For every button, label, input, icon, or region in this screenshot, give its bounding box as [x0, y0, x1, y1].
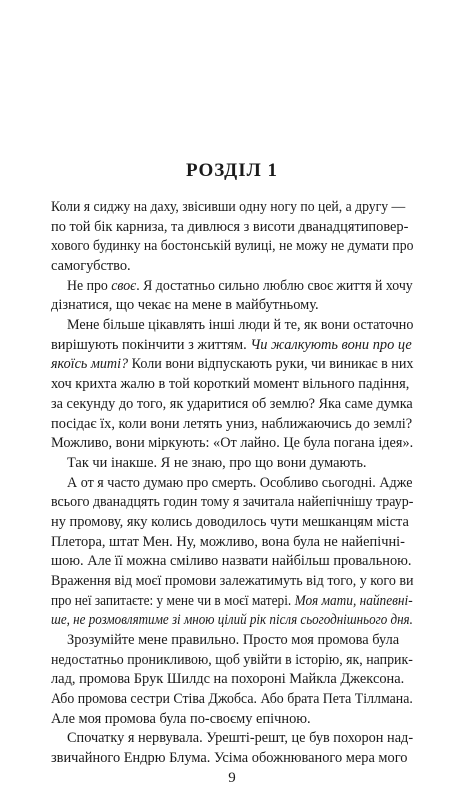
text-line: лад, промова Брук Шилдс на похороні Майкла Джексона. [51, 671, 405, 688]
text-line: самогубство. [51, 258, 131, 274]
text-line: Або промова сестри Стіва Джобса. Або брата Пета Тіллмана. [51, 691, 413, 707]
text-line: дізнатися, що чекає на мене в майбутньому. [51, 297, 319, 314]
text-line: Спочатку я нервувала. Урешті-решт, це був похорон над- [67, 730, 414, 747]
text-line: Коли я сиджу на даху, звісивши одну ногу по цей, а другу — [51, 199, 406, 215]
text-line: А от я часто думаю про смерть. Особливо сьогодні. Адже [67, 474, 413, 491]
text-line: всього дванадцять годин тому я зачитала найепічнішу траур- [51, 494, 414, 511]
text-line: Не про своє. Я достатньо сильно люблю своє життя й хочу [67, 277, 413, 294]
chapter-title: РОЗДІЛ 1 [185, 160, 278, 181]
text-line: по той бік карниза, та дивлюся з висоти дванадцятиповер- [51, 218, 409, 235]
text-line: за секунду до того, як ударитися об землю? Яка саме думка [51, 395, 413, 412]
text-line: Але моя промова була по-своєму епічною. [51, 710, 311, 727]
text-line: Можливо, вони міркують: «От лайно. Це була погана ідея». [51, 435, 414, 452]
text-line: ну промову, яку колись доводилось чути мешканцям міста [51, 513, 409, 530]
text-line: звичайного Ендрю Блума. Усіма обожнюваного мера мого [51, 750, 408, 766]
text-line: недостатньо проникливою, щоб увійти в історію, як, наприк- [51, 651, 413, 668]
text-line: вирішують покінчити з життям. Чи жалкують вони про це [51, 336, 412, 353]
text-line: хоч крихта жалю в той короткий момент вільного падіння, [51, 376, 410, 393]
text-line: Мене більше цікавлять інші люди й те, як вони остаточно [67, 317, 414, 334]
text-line: хового будинку на бостонській вулиці, не можу не думати про [51, 238, 414, 255]
text-line: про неї запитаєте: у мене чи в моєї матері. Моя мати, найпевні- [51, 592, 413, 609]
text-line: якоїсь миті? Коли вони відпускають руки, чи виникає в них [51, 356, 414, 373]
text-line: посідає їх, коли вони летять униз, наближаючись до землі? [51, 415, 413, 432]
text-line: Плетора, штат Мен. Ну, можливо, вона була не найепічні- [51, 533, 405, 550]
text-line: ше, не розмовлятиме зі мною цілий рік після сьогоднішнього дня. [51, 612, 413, 629]
text-line: шою. Але її можна сміливо назвати найбільш провальною. [51, 553, 412, 570]
text-line: Враження від моєї промови залежатимуть від того, у кого ви [51, 572, 414, 589]
text-line: Зрозумійте мене правильно. Просто моя промова була [67, 631, 400, 648]
text-line: Так чи інакше. Я не знаю, про що вони думають. [67, 454, 367, 471]
page-number: 9 [228, 770, 236, 786]
